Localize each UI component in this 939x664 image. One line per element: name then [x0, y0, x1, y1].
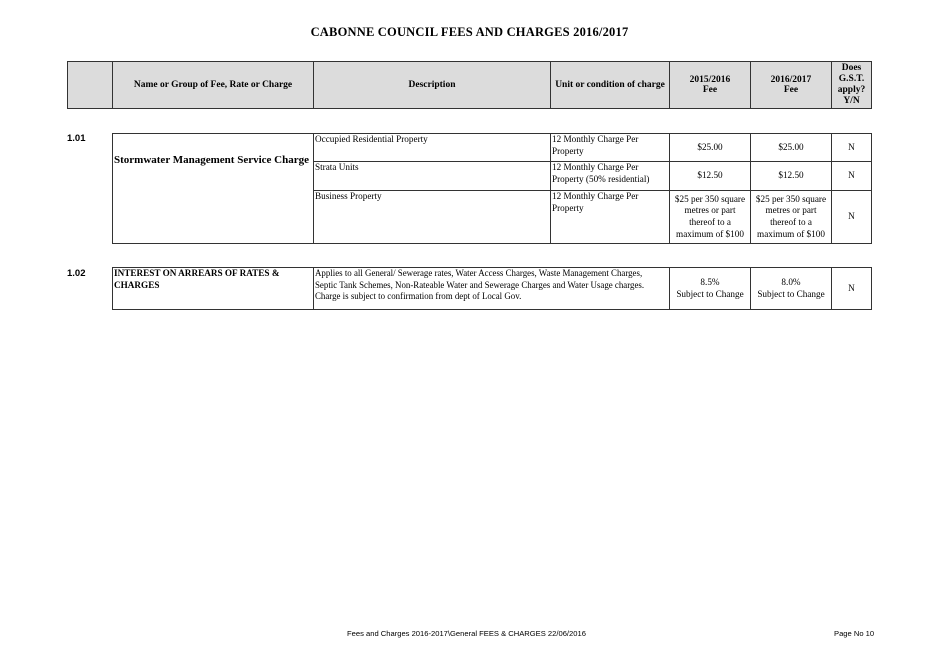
fee-name: INTEREST ON ARREARS OF RATES & CHARGES	[113, 268, 314, 310]
fee-2015-cell: $12.50	[670, 162, 751, 191]
gst-cell: N	[832, 268, 872, 310]
description-cell: Business Property	[314, 191, 551, 244]
header-gst: Does G.S.T. apply? Y/N	[832, 62, 872, 109]
fee-2016-cell: $25 per 350 square metres or part thereof to a maximum of $100	[751, 191, 832, 244]
header-blank-cell	[68, 62, 113, 109]
page-title: CABONNE COUNCIL FEES AND CHARGES 2016/2017	[310, 25, 629, 39]
header-fee-2016: 2016/2017 Fee	[751, 62, 832, 109]
unit-cell: 12 Monthly Charge Per Property	[551, 191, 670, 244]
table-row	[113, 134, 872, 162]
fee-2016-cell: $12.50	[751, 162, 832, 191]
fee-2016-cell: 8.0% Subject to Change	[751, 268, 832, 310]
header-fee-2015: 2015/2016 Fee	[670, 62, 751, 109]
fee-2015-cell: $25.00	[670, 134, 751, 162]
description-cell: Applies to all General/ Sewerage rates, Water Access Charges, Waste Management Charges, Septic Tank Schemes, Non-Rateable Water and Sewerage Charges and Water Usage charges. Charge is subject to confirmation from dept of Local Gov.	[314, 268, 670, 310]
header-table	[67, 61, 872, 109]
gst-cell: N	[832, 162, 872, 191]
description-cell: Occupied Residential Property	[314, 134, 551, 162]
unit-cell: 12 Monthly Charge Per Property (50% residential)	[551, 162, 670, 191]
stormwater-table	[112, 133, 872, 244]
header-description: Description	[314, 62, 551, 109]
header-name: Name or Group of Fee, Rate or Charge	[113, 62, 314, 109]
footer-path: Fees and Charges 2016-2017\General FEES & CHARGES 22/06/2016	[347, 629, 586, 638]
fee-2016-cell: $25.00	[751, 134, 832, 162]
unit-cell: 12 Monthly Charge Per Property	[551, 134, 670, 162]
gst-cell: N	[832, 134, 872, 162]
interest-table	[112, 267, 872, 310]
table-row	[113, 268, 872, 310]
gst-cell: N	[832, 191, 872, 244]
page-number: Page No 10	[834, 629, 875, 638]
section-number: 1.01	[67, 133, 86, 144]
description-cell: Strata Units	[314, 162, 551, 191]
fee-2015-cell: $25 per 350 square metres or part thereof to a maximum of $100	[670, 191, 751, 244]
fee-2015-cell: 8.5% Subject to Change	[670, 268, 751, 310]
section-number: 1.02	[67, 268, 86, 279]
fee-name: Stormwater Management Service Charge	[113, 134, 314, 244]
header-unit: Unit or condition of charge	[551, 62, 670, 109]
